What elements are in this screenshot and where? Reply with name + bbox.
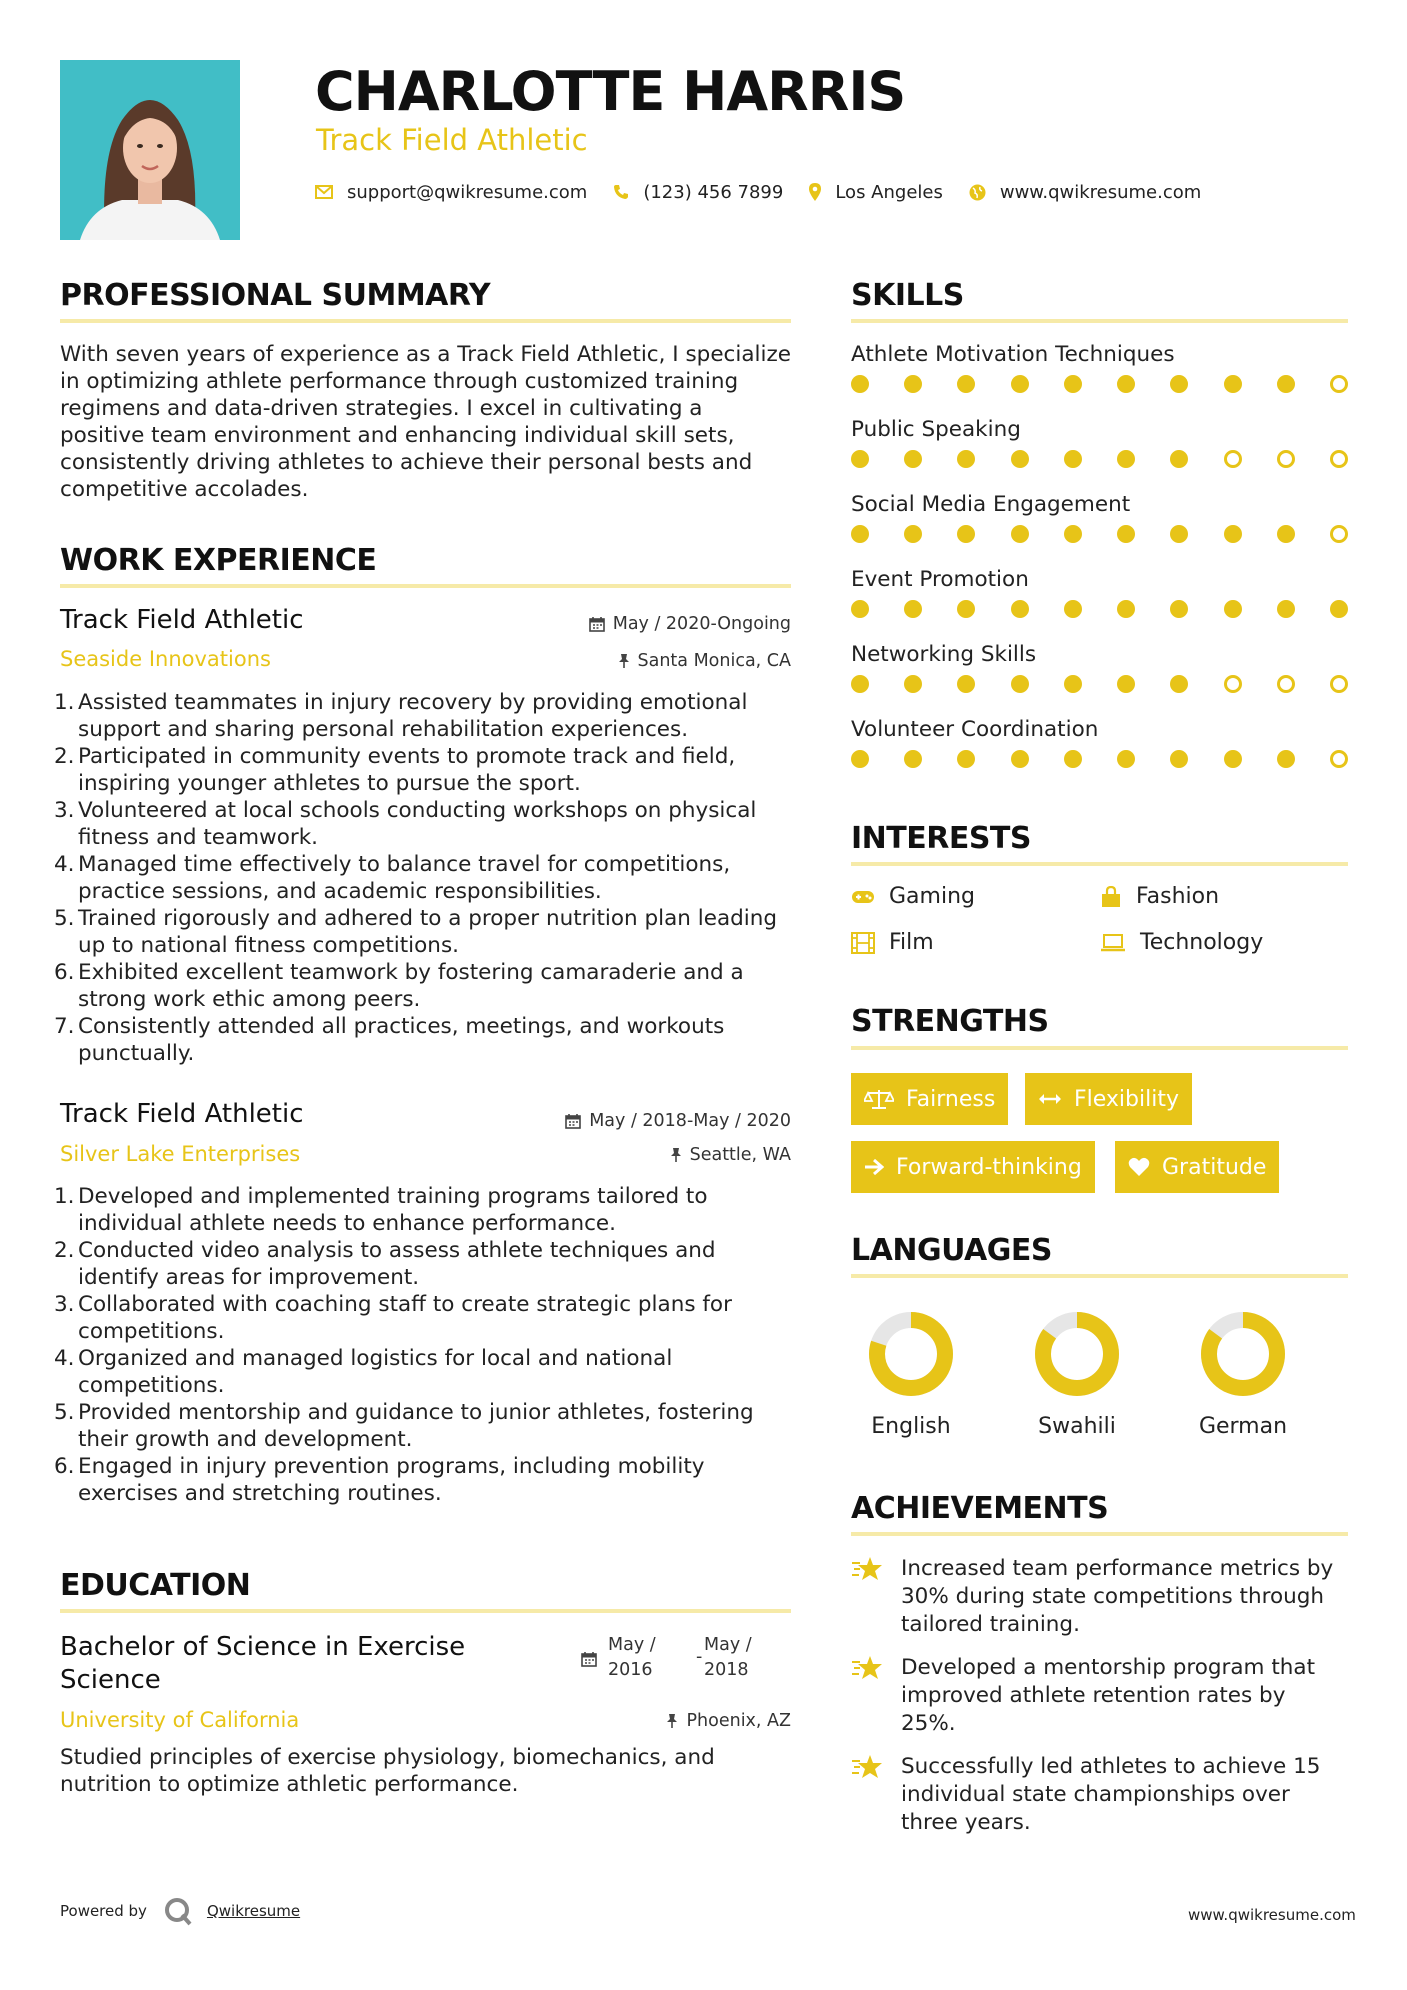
candidate-name: CHARLOTTE HARRIS (315, 60, 906, 123)
interest-technology (1100, 930, 1263, 955)
rating-dot-filled (1224, 750, 1242, 768)
balance-scale-icon (864, 1088, 894, 1110)
rating-dot-filled (957, 375, 975, 393)
job-1-dates (491, 614, 791, 634)
rating-dot-empty (1224, 675, 1242, 693)
edu-end-year: 2018 (704, 1660, 749, 1680)
laptop-icon (1100, 934, 1126, 952)
rating-dot-filled (1170, 450, 1188, 468)
job-1-duties (54, 689, 791, 1067)
strength-label: Forward-thinking (896, 1154, 1082, 1180)
skill-name: Volunteer Coordination (851, 717, 1099, 742)
rating-dot-empty (1277, 675, 1295, 693)
strength-label: Fairness (906, 1086, 996, 1112)
rating-dot-filled (851, 525, 869, 543)
job-2-title: Track Field Athletic (60, 1099, 304, 1129)
interest-gaming (851, 884, 975, 909)
rating-dot-filled (1117, 675, 1135, 693)
rating-dot-filled (1064, 525, 1082, 543)
duty-item: 1. Assisted teammates in injury recovery by providing emotional support and sharing personal rehabilitation experiences. (54, 690, 748, 742)
strengths-divider (851, 1046, 1348, 1050)
school-name: University of California (60, 1708, 300, 1732)
job-1-dates-text: May / 2020-Ongoing (612, 614, 791, 634)
rating-dot-filled (1064, 750, 1082, 768)
rating-dot-filled (1011, 600, 1029, 618)
achievements-heading: ACHIEVEMENTS (851, 1491, 1109, 1526)
rating-dot-filled (957, 750, 975, 768)
interest-label: Film (889, 930, 934, 955)
star-icon (851, 1753, 883, 1781)
rating-dot-filled (957, 675, 975, 693)
duty-item: 5. Provided mentorship and guidance to junior athletes, fostering their growth and development. (54, 1400, 754, 1452)
rating-dot-empty (1330, 750, 1348, 768)
rating-dot-filled (1224, 600, 1242, 618)
interest-label: Gaming (889, 884, 975, 909)
duty-item: 2. Conducted video analysis to assess athlete techniques and identify areas for improvement. (54, 1238, 716, 1290)
language-label: Swahili (1038, 1414, 1116, 1439)
job-2-company: Silver Lake Enterprises (60, 1142, 301, 1166)
rating-dot-empty (1277, 450, 1295, 468)
duty-item: 6. Engaged in injury prevention programs, including mobility exercises and stretching routines. (54, 1454, 705, 1506)
skill-rating (851, 600, 1348, 618)
interest-label: Fashion (1136, 884, 1220, 909)
arrow-right-icon (864, 1158, 884, 1176)
map-marker-icon (809, 183, 821, 201)
achievement-text: Increased team performance metrics by 30% during state competitions through tailored training. (901, 1556, 1334, 1637)
job-2-duties (54, 1183, 791, 1507)
avatar-illustration (60, 60, 240, 240)
rating-dot-filled (1064, 600, 1082, 618)
star-icon (851, 1654, 883, 1682)
rating-dot-filled (851, 375, 869, 393)
job-2-location-text: Seattle, WA (689, 1145, 791, 1165)
rating-dot-filled (957, 525, 975, 543)
skill-row (851, 567, 1348, 642)
strength-tag-gratitude (1115, 1141, 1279, 1193)
rating-dot-filled (1011, 675, 1029, 693)
contact-website-text: www.qwikresume.com (999, 181, 1202, 203)
rating-dot-empty (1330, 375, 1348, 393)
experience-divider (60, 584, 791, 588)
rating-dot-filled (1224, 375, 1242, 393)
duty-item: 2. Participated in community events to promote track and field, inspiring younger athletes to pursue the sport. (54, 744, 736, 796)
rating-dot-filled (1117, 600, 1135, 618)
skill-name: Social Media Engagement (851, 492, 1131, 517)
skill-row (851, 492, 1348, 567)
globe-icon (969, 184, 986, 201)
education-description: Studied principles of exercise physiology, biomechanics, and nutrition to optimize athletic performance. (60, 1745, 715, 1797)
job-1-location (491, 651, 791, 671)
qwikresume-link[interactable]: Qwikresume (206, 1902, 301, 1920)
rating-dot-filled (1277, 750, 1295, 768)
language-german (1173, 1310, 1313, 1439)
rating-dot-filled (904, 450, 922, 468)
skill-name: Event Promotion (851, 567, 1029, 592)
contact-location (809, 182, 943, 203)
experience-heading: WORK EXPERIENCE (60, 543, 377, 578)
skills-list (851, 342, 1348, 792)
contact-location-text: Los Angeles (835, 181, 943, 203)
rating-dot-filled (904, 750, 922, 768)
footer-website[interactable]: www.qwikresume.com (1188, 1906, 1356, 1924)
rating-dot-filled (1170, 600, 1188, 618)
rating-dot-filled (851, 750, 869, 768)
language-ring (867, 1310, 955, 1398)
job-2-dates (491, 1111, 791, 1131)
job-1-title: Track Field Athletic (60, 605, 304, 635)
calendar-icon (589, 616, 605, 632)
film-icon (851, 932, 875, 954)
job-1-company: Seaside Innovations (60, 647, 271, 671)
shopping-bag-icon (1100, 886, 1122, 908)
rating-dot-filled (957, 600, 975, 618)
strength-tag-fairness (851, 1073, 1008, 1125)
summary-text: With seven years of experience as a Track Field Athletic, I specialize in optimizing athlete performance through customized training regimens and data-driven strategies. I excel in cultivating a positive team environment and enhancing individual skill sets, consistently driving athletes to achieve their personal bests and competitive accolades. (60, 342, 791, 502)
rating-dot-filled (1224, 525, 1242, 543)
rating-dot-filled (851, 600, 869, 618)
rating-dot-filled (904, 600, 922, 618)
rating-dot-filled (1170, 675, 1188, 693)
education-dates (580, 1635, 795, 1691)
skill-rating (851, 675, 1348, 693)
duty-item: 4. Organized and managed logistics for local and national competitions. (54, 1346, 673, 1398)
achievement-item (851, 1654, 1341, 1738)
rating-dot-filled (1117, 450, 1135, 468)
phone-icon (613, 184, 629, 200)
contact-phone[interactable] (613, 182, 783, 203)
rating-dot-filled (851, 675, 869, 693)
rating-dot-filled (1064, 450, 1082, 468)
summary-heading: PROFESSIONAL SUMMARY (60, 278, 491, 313)
strength-label: Flexibility (1074, 1086, 1179, 1112)
edu-start-month: May / (608, 1635, 656, 1655)
duty-item: 7. Consistently attended all practices, meetings, and workouts punctually. (54, 1014, 725, 1066)
rating-dot-filled (1170, 375, 1188, 393)
skill-name: Athlete Motivation Techniques (851, 342, 1175, 367)
languages-divider (851, 1274, 1348, 1278)
skill-row (851, 342, 1348, 417)
degree-title: Bachelor of Science in Exercise Science (60, 1632, 466, 1695)
rating-dot-filled (1277, 525, 1295, 543)
pushpin-icon (666, 1713, 678, 1729)
language-label: English (871, 1414, 951, 1439)
star-icon (851, 1555, 883, 1583)
duty-item: 3. Volunteered at local schools conducting workshops on physical fitness and teamwork. (54, 798, 757, 850)
duty-item: 6. Exhibited excellent teamwork by fostering camaraderie and a strong work ethic among peers. (54, 960, 744, 1012)
rating-dot-filled (1011, 525, 1029, 543)
interest-film (851, 930, 934, 955)
rating-dot-filled (1117, 750, 1135, 768)
rating-dot-empty (1330, 525, 1348, 543)
rating-dot-filled (904, 375, 922, 393)
job-1-location-text: Santa Monica, CA (637, 651, 791, 671)
achievement-text: Successfully led athletes to achieve 15 individual state championships over three years. (901, 1754, 1321, 1835)
language-ring (1033, 1310, 1121, 1398)
gamepad-icon (851, 889, 875, 905)
rating-dot-filled (1277, 375, 1295, 393)
rating-dot-filled (1330, 600, 1348, 618)
education-location (491, 1711, 791, 1731)
language-ring (1199, 1310, 1287, 1398)
achievement-item (851, 1555, 1341, 1639)
skill-name: Networking Skills (851, 642, 1037, 667)
language-label: German (1198, 1414, 1288, 1439)
rating-dot-empty (1330, 450, 1348, 468)
strength-label: Gratitude (1162, 1154, 1267, 1180)
summary-divider (60, 319, 791, 323)
skills-heading: SKILLS (851, 278, 964, 313)
education-heading: EDUCATION (60, 1568, 251, 1603)
language-swahili (1007, 1310, 1147, 1439)
contact-email-text: support@qwikresume.com (347, 181, 588, 203)
rating-dot-filled (1011, 450, 1029, 468)
interest-fashion (1100, 884, 1219, 909)
skill-name: Public Speaking (851, 417, 1021, 442)
strength-tag-forward-thinking (851, 1141, 1095, 1193)
edu-date-dash: - (696, 1647, 703, 1667)
rating-dot-filled (851, 450, 869, 468)
strength-tag-flexibility (1025, 1073, 1192, 1125)
skill-rating (851, 450, 1348, 468)
contact-phone-text: (123) 456 7899 (643, 181, 784, 203)
rating-dot-empty (1224, 450, 1242, 468)
skill-rating (851, 375, 1348, 393)
interests-heading: INTERESTS (851, 821, 1031, 856)
job-2-location (491, 1145, 791, 1165)
footer-powered-by (60, 1896, 300, 1926)
skill-rating (851, 525, 1348, 543)
rating-dot-filled (1011, 375, 1029, 393)
education-divider (60, 1609, 791, 1613)
contact-website[interactable] (969, 182, 1201, 203)
heart-icon (1128, 1157, 1150, 1177)
rating-dot-filled (957, 450, 975, 468)
envelope-icon (315, 185, 333, 199)
skill-rating (851, 750, 1348, 768)
qwikresume-logo-icon (163, 1896, 193, 1926)
rating-dot-filled (1064, 375, 1082, 393)
rating-dot-filled (904, 675, 922, 693)
powered-by-text: Powered by (60, 1902, 147, 1920)
interest-label: Technology (1140, 930, 1264, 955)
skill-row (851, 417, 1348, 492)
rating-dot-filled (1117, 375, 1135, 393)
rating-dot-filled (1170, 525, 1188, 543)
skills-divider (851, 319, 1348, 323)
edu-start-year: 2016 (608, 1660, 653, 1680)
pushpin-icon (670, 1147, 682, 1163)
calendar-icon (565, 1113, 581, 1129)
rating-dot-filled (1064, 675, 1082, 693)
duty-item: 4. Managed time effectively to balance travel for competitions, practice sessions, and academic responsibilities. (54, 852, 731, 904)
arrows-horizontal-icon (1038, 1093, 1062, 1105)
interests-divider (851, 862, 1348, 866)
skill-row (851, 717, 1348, 792)
duty-item: 3. Collaborated with coaching staff to create strategic plans for competitions. (54, 1292, 732, 1344)
rating-dot-filled (1117, 525, 1135, 543)
profile-photo (60, 60, 240, 240)
rating-dot-filled (1277, 600, 1295, 618)
rating-dot-filled (904, 525, 922, 543)
edu-end-month: May / (704, 1635, 752, 1655)
education-location-text: Phoenix, AZ (686, 1711, 791, 1731)
contact-row (315, 180, 1227, 204)
duty-item: 5. Trained rigorously and adhered to a proper nutrition plan leading up to national fitness competitions. (54, 906, 778, 958)
duty-item: 1. Developed and implemented training programs tailored to individual athlete needs to enhance performance. (54, 1184, 708, 1236)
language-english (841, 1310, 981, 1439)
job-2-dates-text: May / 2018-May / 2020 (589, 1111, 791, 1131)
strengths-heading: STRENGTHS (851, 1004, 1049, 1039)
contact-email[interactable] (315, 182, 587, 203)
candidate-title: Track Field Athletic (316, 123, 588, 157)
achievement-text: Developed a mentorship program that improved athlete retention rates by 25%. (901, 1655, 1316, 1736)
rating-dot-filled (1011, 750, 1029, 768)
calendar-icon (581, 1651, 597, 1667)
skill-row (851, 642, 1348, 717)
rating-dot-empty (1330, 675, 1348, 693)
pushpin-icon (618, 653, 630, 669)
achievement-item (851, 1753, 1341, 1837)
achievements-divider (851, 1532, 1348, 1536)
languages-heading: LANGUAGES (851, 1233, 1052, 1268)
rating-dot-filled (1170, 750, 1188, 768)
